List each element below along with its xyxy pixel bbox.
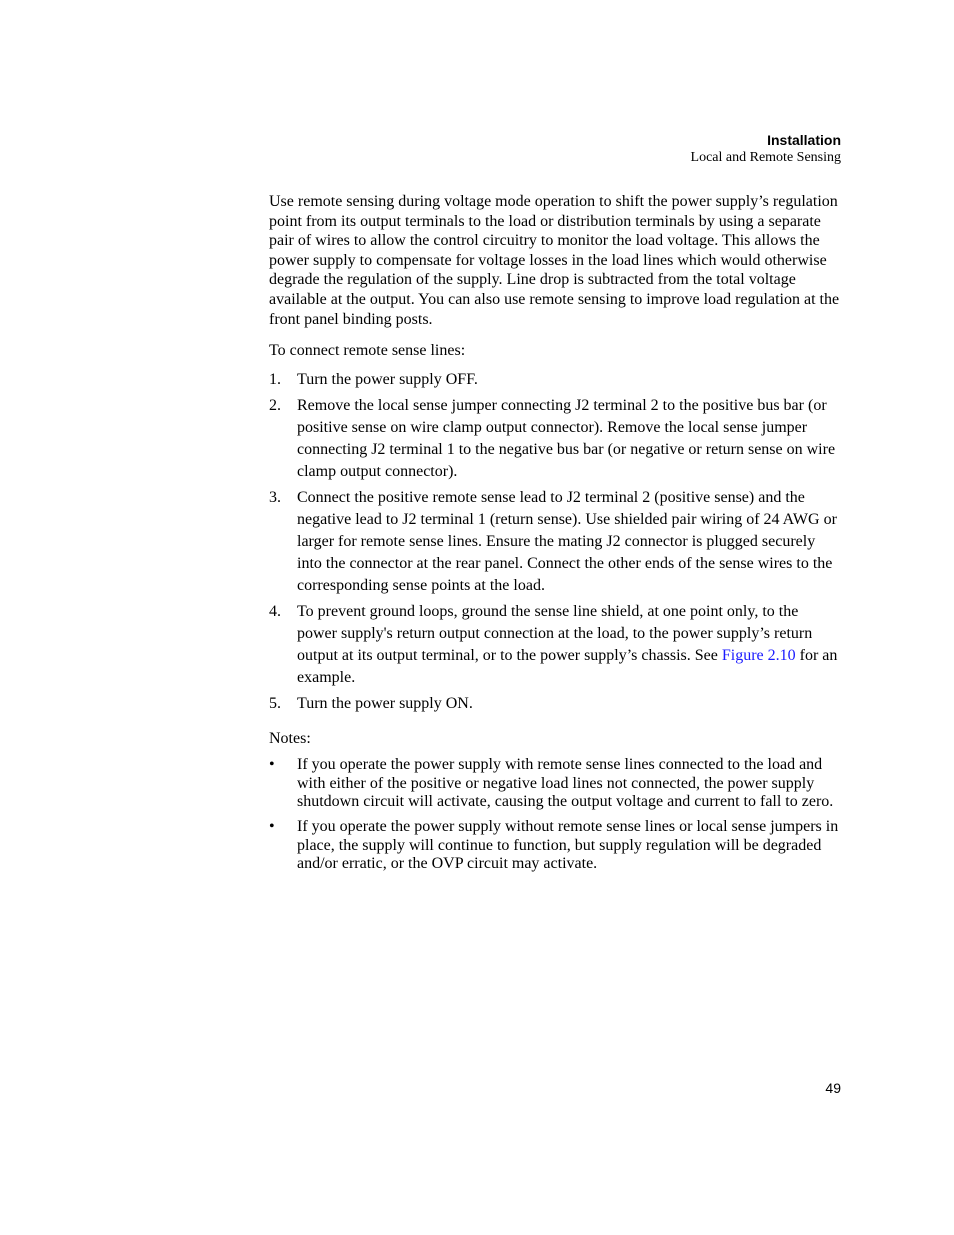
step-text-before-link: To prevent ground loops, ground the sense line shield, at one point only, to the power supply's return output connection at the load, to the power supply’s return output at its output terminal, or to the power supply’s chassis. See xyxy=(297,603,813,665)
step-number: 5. xyxy=(269,695,281,713)
note-item xyxy=(269,818,841,874)
step-number: 2. xyxy=(269,397,281,415)
step-number: 1. xyxy=(269,371,281,389)
step-number: 3. xyxy=(269,489,281,507)
step-text: Turn the power supply OFF. xyxy=(297,371,478,389)
note-item xyxy=(269,756,841,812)
notes-label: Notes: xyxy=(269,730,311,748)
section-title: Installation xyxy=(767,132,841,148)
notes-list xyxy=(269,756,841,874)
subsection-title: Local and Remote Sensing xyxy=(690,150,841,165)
step-item xyxy=(269,693,841,715)
step-text-after-link: for an example. xyxy=(297,647,838,687)
step-text: Connect the positive remote sense lead to J2 terminal 2 (positive sense) and the negative lead to J2 terminal 1 (return sense). Use shielded pair wiring of 24 AWG or larger for remote sense lines. Ensure the mating J2 connector is plugged securely into the connector at the rear panel. Connect the other ends of the sense wires to the corresponding sense points at the load. xyxy=(297,489,837,595)
main-content xyxy=(269,192,841,880)
step-text: Remove the local sense jumper connecting J2 terminal 2 to the positive bus bar (or positive sense on wire clamp output connector). Remove the local sense jumper connecting J2 terminal 1 to the negative bus bar (or negative or return sense on wire clamp output connector). xyxy=(297,397,836,481)
step-number: 4. xyxy=(269,603,281,621)
page-number: 49 xyxy=(825,1080,841,1096)
running-header xyxy=(691,131,841,167)
step-item xyxy=(269,601,841,689)
step-item xyxy=(269,369,841,391)
note-text: If you operate the power supply with remote sense lines connected to the load and with either of the positive or negative load lines not connected, the power supply shutdown circuit will activate, causing the output voltage and current to fall to zero. xyxy=(297,756,834,811)
figure-link[interactable]: Figure 2.10 xyxy=(721,647,796,665)
steps-intro: To connect remote sense lines: xyxy=(269,342,466,360)
step-item xyxy=(269,395,841,483)
bullet-icon: • xyxy=(269,756,275,774)
body-paragraph: Use remote sensing during voltage mode operation to shift the power supply’s regulation point from its output terminals to the load or distribution terminals by using a separate pair of wires to allow the control circuitry to monitor the load voltage. This allows the power supply to compensate for voltage losses in the load lines which would otherwise degrade the regulation of the supply. Line drop is subtracted from the total voltage available at the output. You can also use remote sensing to improve load regulation at the front panel binding posts. xyxy=(269,193,840,328)
note-text: If you operate the power supply without remote sense lines or local sense jumpers in place, the supply will continue to function, but supply regulation will be degraded and/or erratic, or the OVP circuit may activate. xyxy=(297,817,839,873)
bullet-icon: • xyxy=(269,817,275,835)
step-item xyxy=(269,487,841,597)
step-text: Turn the power supply ON. xyxy=(297,695,473,713)
steps-list xyxy=(269,369,841,715)
